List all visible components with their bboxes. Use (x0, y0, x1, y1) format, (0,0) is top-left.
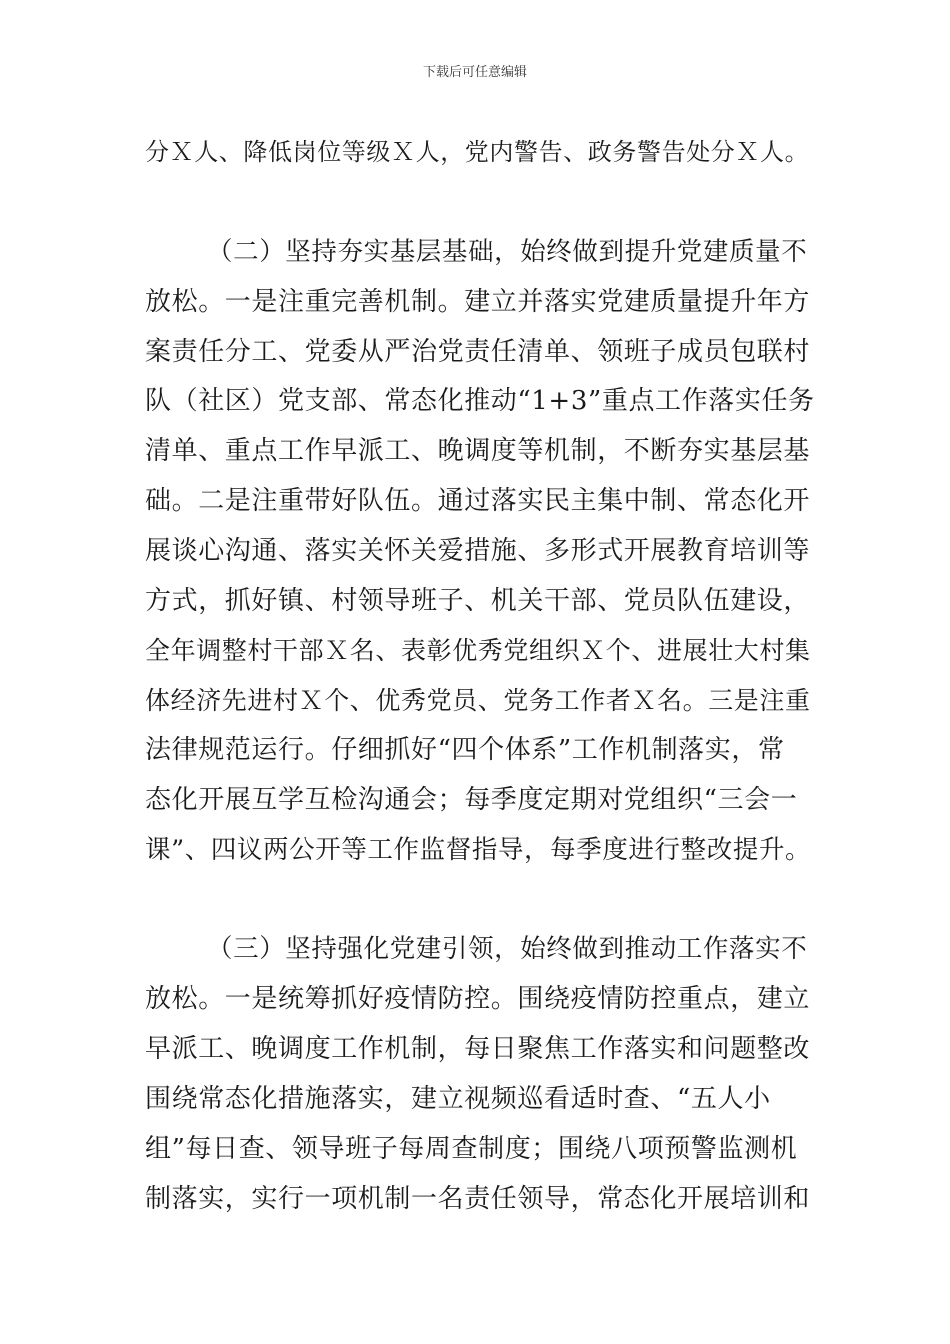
text-line: 早派工、晚调度工作机制，每日聚焦工作落实和问题整改 (145, 1034, 811, 1064)
text-line: 组”每日查、领导班子每周查制度；围绕八项预警监测机 (145, 1134, 798, 1164)
page-header: 下载后可任意编辑 (422, 65, 527, 80)
text-line: 础。二是注重带好队伍。通过落实民主集中制、常态化开 (145, 486, 811, 516)
text-line: 制落实，实行一项机制一名责任领导，常态化开展培训和 (145, 1184, 811, 1214)
text-line: 方式，抓好镇、村领导班子、机关干部、党员队伍建设， (145, 586, 811, 616)
text-line: 围绕常态化措施落实，建立视频巡看适时查、“五人小 (145, 1084, 771, 1114)
text-line: 展谈心沟通、落实关怀关爱措施、多形式开展教育培训等 (145, 536, 811, 566)
text-line: 放松。一是统筹抓好疫情防控。围绕疫情防控重点，建立 (145, 984, 811, 1014)
text-line: 法律规范运行。仔细抓好“四个体系”工作机制落实，常 (145, 735, 785, 765)
text-line: 课”、四议两公开等工作监督指导，每季度进行整改提升。 (145, 835, 812, 865)
paragraph-first-line: （三）坚持强化党建引领，始终做到推动工作落实不 (207, 934, 808, 964)
paragraph-first-line: （二）坚持夯实基层基础，始终做到提升党建质量不 (207, 237, 808, 267)
text-line: 全年调整村干部Ｘ名、表彰优秀党组织Ｘ个、进展壮大村集 (145, 636, 811, 665)
text-line: 队（社区）党支部、常态化推动“1+3”重点工作落实任务 (145, 386, 815, 416)
text-line: 体经济先进村Ｘ个、优秀党员、党务工作者Ｘ名。三是注重 (145, 686, 811, 715)
text-line: 案责任分工、党委从严治党责任清单、领班子成员包联村 (145, 337, 811, 367)
text-line: 态化开展互学互检沟通会；每季度定期对党组织“三会一 (145, 785, 798, 815)
text-line: 放松。一是注重完善机制。建立并落实党建质量提升年方 (145, 287, 811, 317)
text-line: 分Ｘ人、降低岗位等级Ｘ人，党内警告、政务警告处分Ｘ人。 (145, 138, 810, 166)
text-line: 清单、重点工作早派工、晚调度等机制，不断夯实基层基 (145, 436, 811, 466)
